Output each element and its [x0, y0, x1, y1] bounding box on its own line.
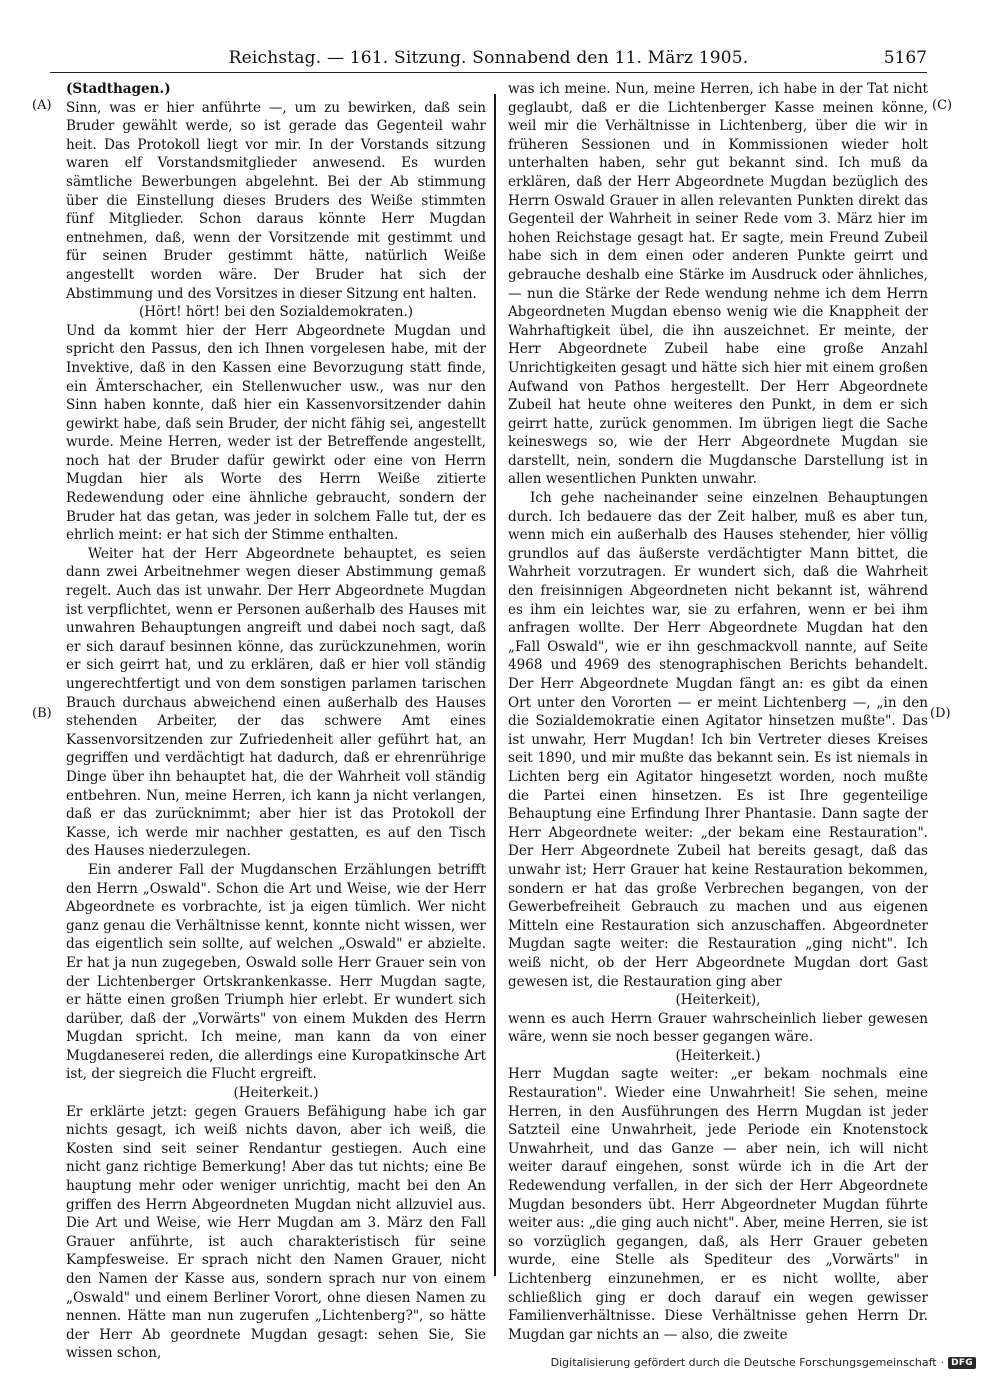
footer-credit: Digitalisierung gefördert durch die Deutsche Forschungsgemeinschaft · DFG — [551, 1356, 976, 1369]
margin-marker-a: (A) — [32, 98, 52, 113]
column-divider — [494, 94, 496, 1276]
paragraph: wenn es auch Herrn Grauer wahrscheinlich lieber gewesen wäre, wenn sie noch besser gegangen wäre. — [508, 1010, 928, 1046]
page-title: Reichstag. — 161. Sitzung. Sonnabend den 11. März 1905. — [228, 48, 749, 68]
paragraph: Herr Mugdan sagte weiter: „er bekam nochmals eine Restauration". Wieder eine Unwahrheit! Sie sehen, meine Herren, in den Ausführungen des Herrn Mugdan ist jeder Satzteil eine Unwahrheit, jede Periode ein Knotenstock Unwahrheit, und das Ganze — aber nein, ich will nicht weiter darauf eingehen, sonst würde ich in die Art der Redewendung verfallen, in der sich der Herr Abgeordnete Mugdan besonders übt. Herr Abgeordneter Mugdan führte weiter aus: „die ging auch nicht". Aber, meine Herren, sie ist so vorzüglich gegangen, daß, als Herr Grauer gebeten wurde, eine Stelle als Spediteur des „Vorwärts" in Lichtenberg einzunehmen, er es nicht wollte, aber schließlich ging er doch darauf ein wegen gewisser Familienverhältnisse. Diese Verhältnisse gehen Herrn Dr. Mugdan gar nichts an — also, die zweite — [508, 1066, 928, 1343]
reaction-note: (Hört! hört! bei den Sozialdemokraten.) — [138, 304, 414, 321]
right-column — [508, 80, 928, 1343]
paragraph: Und da kommt hier der Herr Abgeordnete Mugdan und spricht den Passus, den ich Ihnen vorgelesen habe, mit der Invektive, daß in den Kassen eine Bevorzugung statt finde, ein Ämterschacher, ein Stellenwucher usw., was nur den Sinn haben konnte, daß hier ein Kassenvorsitzender dahin gewirkt habe, daß sein Bruder, der nicht fähig sei, angestellt wurde. Meine Herren, weder ist der Betreffende angestellt, noch hat der Bruder dafür gewirkt oder eine von Herrn Mugdan hier als Worte des Herrn Weiße zitierte Redewendung oder eine ähnliche gebraucht, sondern der Bruder hat das getan, was jeder in solchem Falle tut, der es ehrlich meint: er hat sich der Stimme enthalten. — [66, 322, 486, 544]
reaction-note: (Heiterkeit), — [675, 992, 761, 1009]
dfg-logo-icon: DFG — [948, 1357, 976, 1369]
paragraph: Sinn, was er hier anführte —, um zu bewirken, daß sein Bruder gewählt werde, so ist gerade das Gegenteil wahr heit. Das Protokoll liegt vor mir. In der Vorstands sitzung waren elf Vorstandsmitglieder anwesend. Es wurden sämtliche Bewerbungen abgelehnt. Bei der Ab stimmung über die Einstellung dieses Bruders des Weiße stimmten fünf Mitglieder. Schon daraus könnte Herr Mugdan entnehmen, daß, wenn der Vorsitzende mit gestimmt und für seinen Bruder gestimmt hätte, natürlich Weiße angestellt worden wäre. Der Bruder hat sich der Abstimmung und des Vorsitzes in dieser Sitzung ent halten. — [66, 99, 486, 302]
paragraph: was ich meine. Nun, meine Herren, ich habe in der Tat nicht geglaubt, daß er die Lichtenberger Kasse meinen könne, weil mir die Verhältnisse in Lichtenberg, über die wir in früheren Sessionen und in Kommissionen wieder holt unterhalten haben, sehr gut bekannt sind. Ich muß da erklären, daß der Herr Abgeordnete Mugdan bezüglich des Herrn Oswald Grauer in allen relevanten Punkten direkt das Gegenteil der Wahrheit in seiner Rede vom 3. März hier im hohen Reichstage gesagt hat. Er sagte, mein Freund Zubeil habe sich in dem einen oder anderen Punkte geirrt und gebrauche deshalb eine Stärke im Ausdruck oder ähnliches, — nun die Stärke der Rede wendung nehme ich dem Herrn Abgeordneten Mugdan ebenso wenig wie die Knappheit der Wahrhaftigkeit übel, die ihn auszeichnet. Er meinte, der Herr Abgeordnete Zubeil habe eine große Anzahl Unrichtigkeiten gesagt und hätte sich hier mit einem großen Aufwand von Pathos hergestellt. Der Herr Abgeordnete Zubeil hat heute ohne weiteres den Punkt, in dem er sich geirrt hatte, zurück genommen. Im übrigen liegt die Sache keineswegs so, wie der Herr Abgeordnete Mugdan sie darstellt, nein, sondern die Mugdansche Darstellung ist in allen wesentlichen Punkten unwahr. — [508, 81, 928, 488]
margin-marker-b: (B) — [32, 706, 52, 721]
page-number: 5167 — [883, 48, 927, 68]
credit-text: Digitalisierung gefördert durch die Deutsche Forschungsgemeinschaft — [550, 1356, 937, 1369]
margin-marker-c: (C) — [932, 98, 953, 113]
paragraph: Weiter hat der Herr Abgeordnete behauptet, es seien dann zwei Arbeitnehmer wegen dieser Abstimmung gemaß regelt. Auch das ist unwahr. Der Herr Abgeordnete Mugdan ist verpflichtet, wenn er Personen außerhalb des Hauses mit unwahren Behauptungen angreift und dabei noch sagt, daß er sich darauf besinnen könne, das zurückzunehmen, worin er sich geirrt hat, und zu erklären, daß er hier voll ständig ungerechtfertigt und von dem sonstigen parlamen tarischen Brauch durchaus abweichend einen außerhalb des Hauses stehenden Arbeiter, der das schwere Amt eines Kassenvorsitzenden zur Zufriedenheit aller geführt hat, an gegriffen und verdächtigt hat dadurch, daß er ehrenrührige Dinge über ihn behauptet hat, die der Wahrheit voll ständig entbehren. Nun, meine Herren, ich kann ja nicht verlangen, daß er das zurücknimmt; aber hier ist das Protokoll der Kasse, ich werde mir nachher gestatten, es auf den Tisch des Hauses niederzulegen. — [66, 545, 486, 860]
paragraph: Er erklärte jetzt: gegen Grauers Befähigung habe ich gar nichts gesagt, ich weiß nichts davon, aber ich weiß, die Kosten sind seit seiner Rendantur gestiegen. Auch eine nicht ganz richtige Bemerkung! Aber das tut nichts; eine Be hauptung mehr oder weniger unrichtig, macht bei den An griffen des Herrn Abgeordneten Mugdan nicht allzuviel aus. Die Art und Weise, wie Herr Mugdan am 3. März den Fall Grauer anführte, ist auch charakteristisch für seine Kampfesweise. Er sprach nicht den Namen Grauer, nicht den Namen der Kasse aus, sondern sprach nur von einem „Oswald" und einem Berliner Vorort, ohne diesen Namen zu nennen. Hätte man nun zugerufen „Lichtenberg?", so hätte der Herr Ab geordnete Mugdan gesagt: sehen Sie, Sie wissen schon, — [66, 1103, 486, 1362]
running-head — [50, 44, 927, 73]
reaction-note: (Heiterkeit.) — [233, 1085, 319, 1102]
reaction-note: (Heiterkeit.) — [675, 1047, 761, 1064]
paragraph: Ein anderer Fall der Mugdanschen Erzählungen betrifft den Herrn „Oswald". Schon die Art und Weise, wie der Herr Abgeordnete es vorbrachte, ist ja eigen tümlich. Wer nicht ganz genau die Verhältnisse kennt, konnte nicht wissen, wer das eigentlich sein sollte, auf welchen „Oswald" er abzielte. Er hat ja nun zugegeben, Oswald solle Herr Grauer sein von der Lichtenberger Ortskrankenkasse. Herr Mugdan sagte, er hätte einen großen Triumph hier erlebt. Er wundert sich darüber, daß der „Vorwärts" von einem Mukden des Herrn Mugdan spricht. Ich meine, man kann da von einer Mugdaneserei reden, die allerdings eine Kuropatkinsche Art ist, der siegreich die Flucht ergreift. — [66, 861, 486, 1083]
margin-marker-d: (D) — [930, 706, 951, 721]
speaker-label: (Stadthagen.) — [66, 81, 171, 97]
left-column — [66, 80, 486, 1362]
paragraph: Ich gehe nacheinander seine einzelnen Behauptungen durch. Ich bedauere das der Zeit halber, muß es aber tun, wenn mich ein außerhalb des Hauses stehender, hier völlig grundlos auf das äußerste verdächtigter Mann bittet, die Wahrheit vorzutragen. Er wundert sich, daß die Wahrheit den freisinnigen Abgeordneten nicht bekannt ist, während es ihm ein leichtes war, sie zu erfahren, wenn er bei ihm anfragen wollte. Der Herr Abgeordnete Mugdan hat den „Fall Oswald", wie er ihn geschmackvoll nannte, auf Seite 4968 und 4969 des stenographischen Berichts behandelt. Der Herr Abgeordnete Mugdan fängt an: es gibt da einen Ort unter den Vororten — er meint Lichtenberg —, „in den die Sozialdemokratie einen Agitator hinsetzen mußte". Das ist unwahr, Herr Mugdan! Ich bin Vertreter dieses Kreises seit 1890, und mir mußte das bekannt sein. Es ist niemals in Lichten berg ein Agitator hingesetzt worden, noch mußte die Partei einen hinsetzen. Es ist Ihre gegenteilige Behauptung eine Erfindung Ihrer Phantasie. Dann sagte der Herr Abgeordnete weiter: „der bekam eine Restauration". Der Herr Abgeordnete Zubeil hat bereits gesagt, daß das unwahr ist; Herr Grauer hat keine Restauration bekommen, sondern er hat das große Verbrechen begangen, von der Gewerbefreiheit Gebrauch zu machen und aus eigenen Mitteln eine Restauration sich anzuschaffen. Abgeordneter Mugdan sagte weiter: die Restauration „ging nicht". Ich weiß nicht, ob der Herr Abgeordnete Mugdan dort Gast gewesen ist, die Restauration ging aber — [508, 490, 928, 990]
